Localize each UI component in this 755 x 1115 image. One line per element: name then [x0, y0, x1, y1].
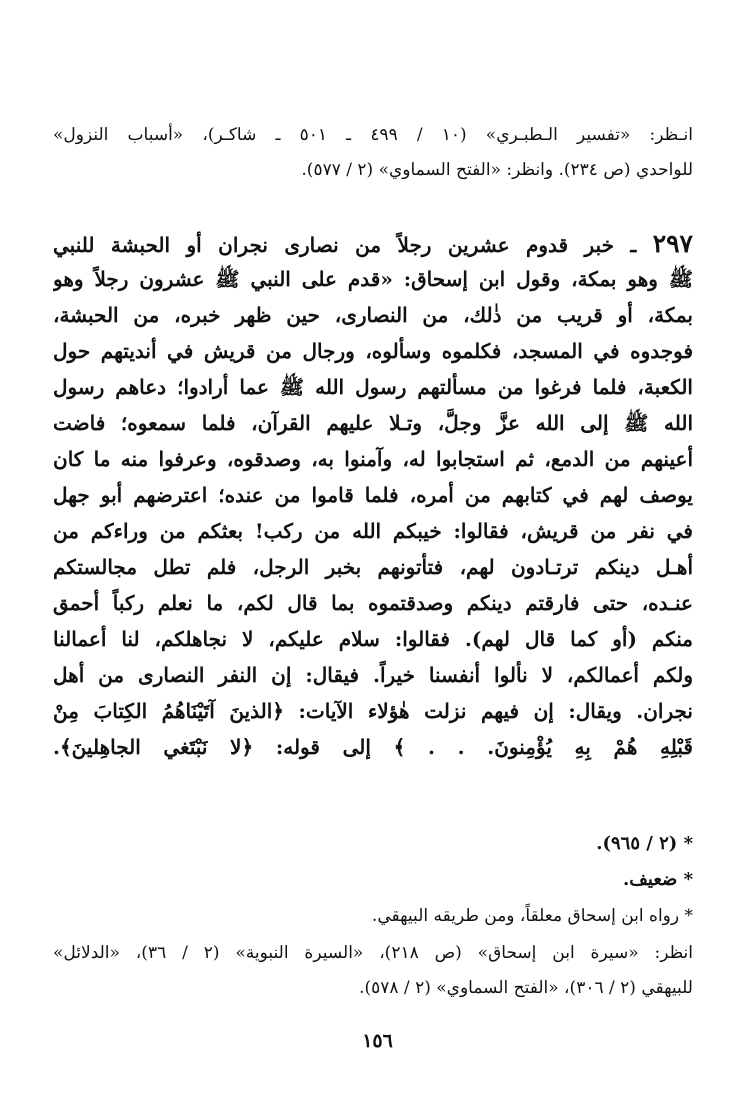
- entry-line: الله ﷺ إلى الله عزَّ وجلَّ، وتـلا عليهم القرآن، فلما سمعوه؛ فاضت: [53, 411, 693, 435]
- entry-line: نجران. ويقال: إن فيهم نزلت هٰؤلاء الآيات: ﴿الذينَ آتَيْنَاهُمُ الكِتابَ مِنْ: [53, 699, 693, 723]
- note-reference: * (٢ / ٩٦٥).: [596, 833, 693, 854]
- bottom-footnote-line-1: انظر: «سيرة ابن إسحاق» (ص ٢١٨)، «السيرة النبوية» (٢ / ٣٦)، «الدلائل»: [53, 943, 693, 963]
- page-number: ١٥٦: [362, 1030, 393, 1052]
- entry-line: منكم (أو كما قال لهم). فقالوا: سلام عليكم، لا نجاهلكم، لنا أعمالنا: [53, 627, 693, 651]
- entry-line: أهـل دينكم ترتـادون لهم، فتأتونهم بخبر الرجل، فلم تطل مجالستكم: [53, 555, 693, 579]
- entry-line: فوجدوه في المسجد، فكلموه وسألوه، ورجال من قريش في أنديتهم حول: [53, 339, 693, 363]
- top-footnote-line-1: انـظر: «تفسير الـطبـري» (١٠ / ٤٩٩ ـ ٥٠١ ـ شاكـر)، «أسباب النزول»: [53, 125, 693, 145]
- entry-line: عنـده، حتى فارقتم دينكم وصدقتموه بما قال لكم، ما نعلم ركباً أحمق: [53, 591, 693, 615]
- entry-number: ٢٩٧: [652, 229, 693, 258]
- entry-line: ﷺ وهو بمكة، وقول ابن إسحاق: «قدم على النبي ﷺ عشرون رجلاً وهو: [53, 267, 693, 291]
- entry-title: ـ خبر قدوم عشرين رجلاً من نصارى نجران أو الحبشة للنبي: [53, 233, 653, 257]
- entry-line: يوصف لهم في كتابهم من أمره، فلما قاموا من عنده؛ اعترضهم أبو جهل: [53, 483, 693, 507]
- entry-line: بمكة، أو قريب من ذٰلك، من النصارى، حين ظهر خبره، من الحبشة،: [53, 303, 693, 327]
- entry-line: الكعبة، فلما فرغوا من مسألتهم رسول الله ﷺ عما أرادوا؛ دعاهم رسول: [53, 375, 693, 399]
- note-grade: * ضعيف.: [623, 869, 693, 890]
- note-source: * رواه ابن إسحاق معلقاً، ومن طريقه البيهقي.: [371, 906, 693, 926]
- top-footnote-line-2: للواحدي (ص ٢٣٤). وانظر: «الفتح السماوي» (٢ / ٥٧٧).: [301, 160, 693, 180]
- entry-line: قَبْلِهِ هُمْ بِهِ يُؤْمِنونَ. . . ﴾ إلى قوله: ﴿لا نَبْتَغي الجاهِلينَ﴾.: [53, 735, 693, 759]
- bottom-footnote-line-2: للبيهقي (٢ / ٣٠٦)، «الفتح السماوي» (٢ / ٥٧٨).: [359, 978, 693, 998]
- entry-line: أعينهم من الدمع، ثم استجابوا له، وآمنوا به، وصدقوه، وعرفوا منه ما كان: [53, 447, 693, 471]
- entry-heading: [53, 227, 693, 262]
- entry-line: ولكم أعمالكم، لا نألوا أنفسنا خيراً. فيقال: إن النفر النصارى من أهل: [53, 663, 693, 687]
- entry-line: في نفر من قريش، فقالوا: خيبكم الله من ركب! بعثكم من وراءكم من: [53, 519, 693, 543]
